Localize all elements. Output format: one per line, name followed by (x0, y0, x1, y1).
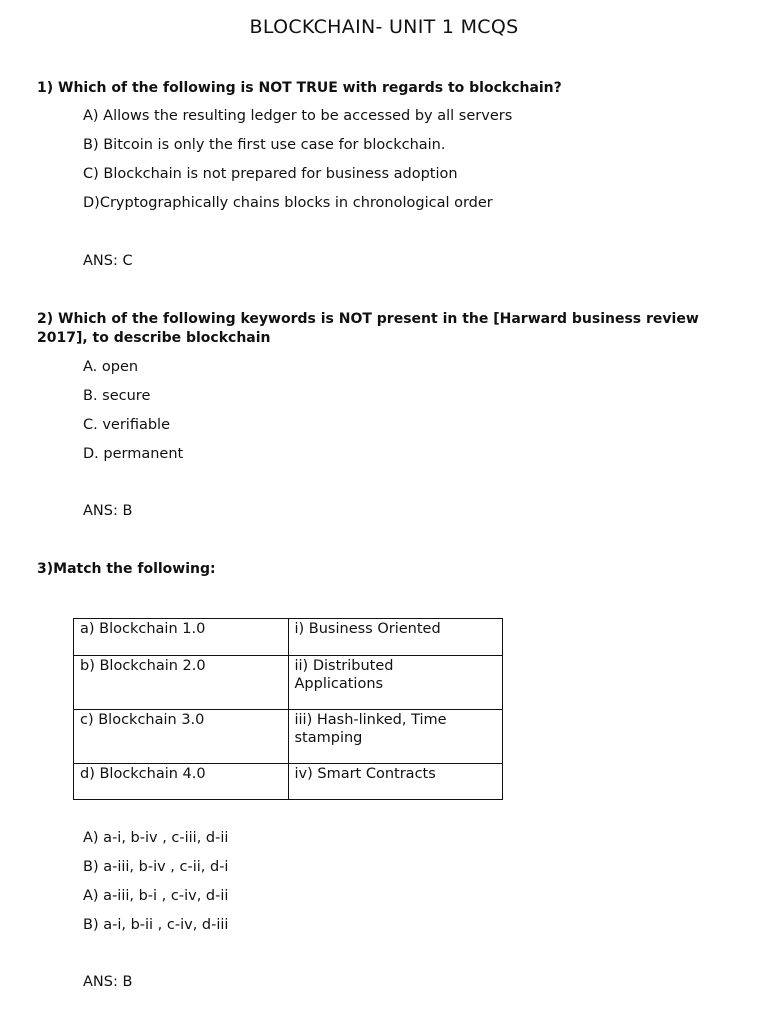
question-2-text: 2) Which of the following keywords is NOT present in the [Harward business review 2017], to describe blockchain (37, 311, 699, 346)
question-1-answer: ANS: C (83, 253, 133, 269)
question-3-option-3: A) a-iii, b-i , c-iv, d-ii (83, 888, 229, 904)
match-right-cell: ii) Distributed Applications (288, 656, 503, 710)
match-left-cell: c) Blockchain 3.0 (74, 710, 289, 764)
question-1-option-a: A) Allows the resulting ledger to be accessed by all servers (83, 108, 513, 124)
document-title: BLOCKCHAIN- UNIT 1 MCQS (249, 16, 519, 38)
question-1-option-b: B) Bitcoin is only the first use case for blockchain. (83, 137, 446, 153)
question-2-option-a: A. open (83, 359, 139, 375)
match-table (73, 618, 503, 800)
match-right-cell: i) Business Oriented (288, 619, 503, 656)
match-left-cell: b) Blockchain 2.0 (74, 656, 289, 710)
question-3-answer: ANS: B (83, 974, 133, 990)
question-1-option-c: C) Blockchain is not prepared for business adoption (83, 166, 458, 182)
question-2-option-d: D. permanent (83, 446, 184, 462)
match-table-row (74, 619, 503, 656)
question-3-text: 3)Match the following: (37, 561, 216, 577)
question-3-option-4: B) a-i, b-ii , c-iv, d-iii (83, 917, 229, 933)
match-table-row (74, 764, 503, 800)
match-left-cell: a) Blockchain 1.0 (74, 619, 289, 656)
question-2-answer: ANS: B (83, 503, 133, 519)
match-table-row (74, 710, 503, 764)
question-1-text: 1) Which of the following is NOT TRUE with regards to blockchain? (37, 80, 562, 96)
question-2-option-c: C. verifiable (83, 417, 171, 433)
match-left-cell: d) Blockchain 4.0 (74, 764, 289, 800)
question-1-option-d: D)Cryptographically chains blocks in chronological order (83, 195, 493, 211)
question-3-option-1: A) a-i, b-iv , c-iii, d-ii (83, 830, 229, 846)
match-right-cell: iv) Smart Contracts (288, 764, 503, 800)
question-3-option-2: B) a-iii, b-iv , c-ii, d-i (83, 859, 229, 875)
question-2-option-b: B. secure (83, 388, 151, 404)
match-right-cell: iii) Hash-linked, Time stamping (288, 710, 503, 764)
match-table-row (74, 656, 503, 710)
